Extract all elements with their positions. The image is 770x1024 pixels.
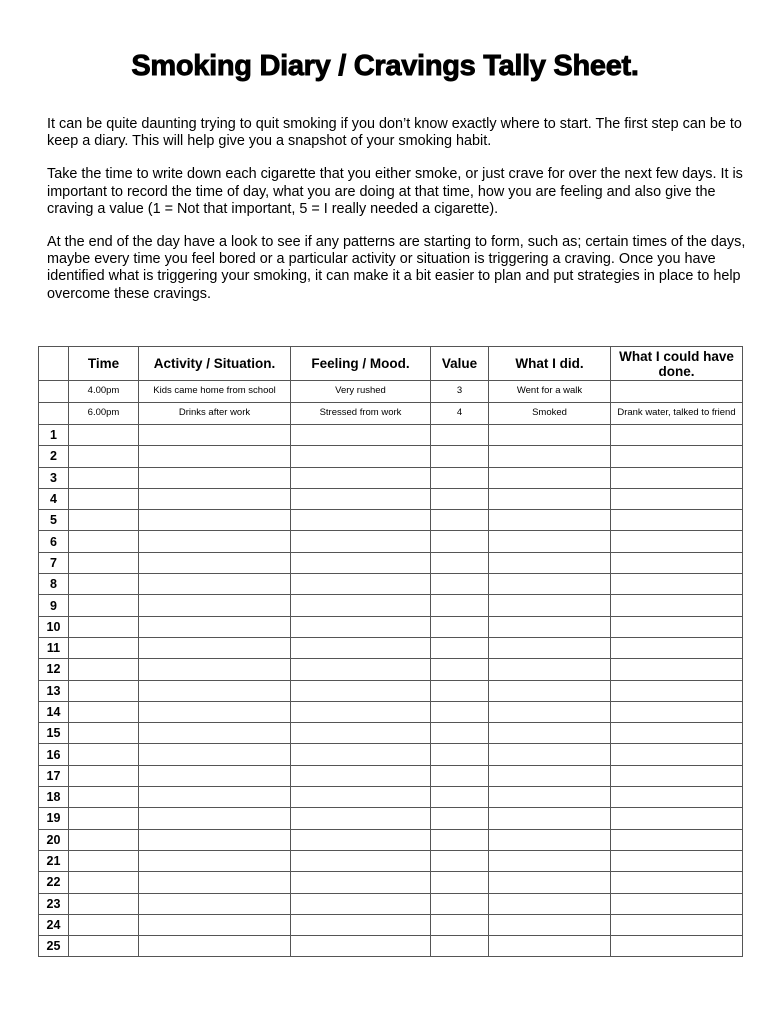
row-number: 7 — [39, 552, 69, 573]
did-cell[interactable] — [489, 552, 611, 573]
activity-cell[interactable] — [139, 680, 291, 701]
activity-cell[interactable] — [139, 595, 291, 616]
example-feeling: Stressed from work — [291, 403, 431, 425]
did-cell[interactable] — [489, 914, 611, 935]
example-could: Drank water, talked to friend — [611, 403, 743, 425]
did-cell[interactable] — [489, 595, 611, 616]
time-cell[interactable] — [69, 531, 139, 552]
time-cell[interactable] — [69, 425, 139, 446]
value-cell[interactable] — [431, 808, 489, 829]
could-cell[interactable] — [611, 574, 743, 595]
did-cell[interactable] — [489, 723, 611, 744]
value-cell[interactable] — [431, 446, 489, 467]
could-cell[interactable] — [611, 808, 743, 829]
time-cell[interactable] — [69, 701, 139, 722]
time-cell[interactable] — [69, 893, 139, 914]
row-number: 2 — [39, 446, 69, 467]
activity-cell[interactable] — [139, 787, 291, 808]
feeling-cell[interactable] — [291, 595, 431, 616]
did-cell[interactable] — [489, 701, 611, 722]
value-cell[interactable] — [431, 680, 489, 701]
activity-cell[interactable] — [139, 914, 291, 935]
activity-cell[interactable] — [139, 744, 291, 765]
could-cell[interactable] — [611, 787, 743, 808]
did-cell[interactable] — [489, 446, 611, 467]
could-cell[interactable] — [611, 765, 743, 786]
table-row — [39, 787, 743, 808]
intro-paragraph: It can be quite daunting trying to quit smoking if you don’t know exactly where to start. The first step can be to keep a diary. This will help give you a snapshot of your smoking habit. — [47, 116, 742, 150]
row-number: 20 — [39, 829, 69, 850]
example-row — [39, 403, 743, 425]
row-number: 1 — [39, 425, 69, 446]
row-number: 23 — [39, 893, 69, 914]
feeling-cell[interactable] — [291, 829, 431, 850]
table-row — [39, 850, 743, 871]
time-cell[interactable] — [69, 914, 139, 935]
row-number: 14 — [39, 701, 69, 722]
activity-cell[interactable] — [139, 488, 291, 509]
did-cell[interactable] — [489, 659, 611, 680]
value-cell[interactable] — [431, 574, 489, 595]
row-number: 5 — [39, 510, 69, 531]
value-cell[interactable] — [431, 893, 489, 914]
could-cell[interactable] — [611, 723, 743, 744]
time-cell[interactable] — [69, 659, 139, 680]
table-row — [39, 914, 743, 935]
time-cell[interactable] — [69, 723, 139, 744]
activity-cell[interactable] — [139, 936, 291, 957]
could-cell[interactable] — [611, 616, 743, 637]
could-cell[interactable] — [611, 531, 743, 552]
did-cell[interactable] — [489, 574, 611, 595]
could-cell[interactable] — [611, 659, 743, 680]
row-number: 22 — [39, 872, 69, 893]
value-cell[interactable] — [431, 510, 489, 531]
time-cell[interactable] — [69, 765, 139, 786]
time-cell[interactable] — [69, 488, 139, 509]
table-header-row — [39, 347, 743, 381]
did-cell[interactable] — [489, 616, 611, 637]
row-number: 3 — [39, 467, 69, 488]
example-time: 6.00pm — [69, 403, 139, 425]
example-number-cell — [39, 381, 69, 403]
did-cell[interactable] — [489, 787, 611, 808]
value-cell[interactable] — [431, 765, 489, 786]
activity-cell[interactable] — [139, 872, 291, 893]
feeling-cell[interactable] — [291, 425, 431, 446]
could-cell[interactable] — [611, 446, 743, 467]
table-row — [39, 680, 743, 701]
table-row — [39, 936, 743, 957]
feeling-cell[interactable] — [291, 914, 431, 935]
example-feeling: Very rushed — [291, 381, 431, 403]
table-row — [39, 829, 743, 850]
activity-cell[interactable] — [139, 808, 291, 829]
intro-paragraph: Take the time to write down each cigarette that you either smoke, or just crave for over the next few days. It is important to record the time of day, what you are doing at that time, how you are feeling and also give the craving a value (1 = Not that important, 5 = I really needed a cigarette). — [47, 166, 743, 217]
feeling-cell[interactable] — [291, 701, 431, 722]
value-cell[interactable] — [431, 829, 489, 850]
feeling-cell[interactable] — [291, 893, 431, 914]
could-cell[interactable] — [611, 552, 743, 573]
did-cell[interactable] — [489, 829, 611, 850]
feeling-cell[interactable] — [291, 936, 431, 957]
value-cell[interactable] — [431, 552, 489, 573]
value-cell[interactable] — [431, 531, 489, 552]
activity-cell[interactable] — [139, 574, 291, 595]
did-cell[interactable] — [489, 425, 611, 446]
time-cell[interactable] — [69, 936, 139, 957]
value-cell[interactable] — [431, 595, 489, 616]
feeling-cell[interactable] — [291, 850, 431, 871]
row-number: 8 — [39, 574, 69, 595]
feeling-cell[interactable] — [291, 765, 431, 786]
table-row — [39, 552, 743, 573]
did-cell[interactable] — [489, 744, 611, 765]
example-could — [611, 381, 743, 403]
could-cell[interactable] — [611, 425, 743, 446]
table-row — [39, 574, 743, 595]
value-cell[interactable] — [431, 787, 489, 808]
activity-cell[interactable] — [139, 467, 291, 488]
did-cell[interactable] — [489, 637, 611, 658]
intro-text — [47, 116, 747, 319]
example-value: 4 — [431, 403, 489, 425]
header-feeling: Feeling / Mood. — [291, 347, 431, 381]
feeling-cell[interactable] — [291, 637, 431, 658]
example-did: Went for a walk — [489, 381, 611, 403]
activity-cell[interactable] — [139, 446, 291, 467]
activity-cell[interactable] — [139, 829, 291, 850]
activity-cell[interactable] — [139, 659, 291, 680]
could-cell[interactable] — [611, 872, 743, 893]
row-number: 13 — [39, 680, 69, 701]
activity-cell[interactable] — [139, 425, 291, 446]
row-number: 9 — [39, 595, 69, 616]
table-row — [39, 595, 743, 616]
value-cell[interactable] — [431, 425, 489, 446]
table-row — [39, 467, 743, 488]
table-row — [39, 723, 743, 744]
did-cell[interactable] — [489, 488, 611, 509]
time-cell[interactable] — [69, 808, 139, 829]
table-row — [39, 808, 743, 829]
table-row — [39, 425, 743, 446]
did-cell[interactable] — [489, 531, 611, 552]
time-cell[interactable] — [69, 787, 139, 808]
feeling-cell[interactable] — [291, 510, 431, 531]
activity-cell[interactable] — [139, 531, 291, 552]
example-value: 3 — [431, 381, 489, 403]
feeling-cell[interactable] — [291, 872, 431, 893]
row-number: 18 — [39, 787, 69, 808]
time-cell[interactable] — [69, 850, 139, 871]
row-number: 16 — [39, 744, 69, 765]
row-number: 15 — [39, 723, 69, 744]
time-cell[interactable] — [69, 510, 139, 531]
row-number: 4 — [39, 488, 69, 509]
row-number: 6 — [39, 531, 69, 552]
activity-cell[interactable] — [139, 723, 291, 744]
activity-cell[interactable] — [139, 510, 291, 531]
activity-cell[interactable] — [139, 616, 291, 637]
did-cell[interactable] — [489, 936, 611, 957]
table-row — [39, 616, 743, 637]
row-number: 10 — [39, 616, 69, 637]
time-cell[interactable] — [69, 467, 139, 488]
could-cell[interactable] — [611, 850, 743, 871]
example-row — [39, 381, 743, 403]
activity-cell[interactable] — [139, 765, 291, 786]
row-number: 12 — [39, 659, 69, 680]
feeling-cell[interactable] — [291, 574, 431, 595]
value-cell[interactable] — [431, 936, 489, 957]
did-cell[interactable] — [489, 808, 611, 829]
intro-paragraph: At the end of the day have a look to see if any patterns are starting to form, such as; certain times of the days, maybe every time you feel bored or a particular activity or situation is triggering a craving. Once you have identified what is triggering your smoking, it can make it a bit easier to plan and put strategies in place to help overcome these cravings. — [47, 234, 746, 302]
table-row — [39, 872, 743, 893]
did-cell[interactable] — [489, 510, 611, 531]
time-cell[interactable] — [69, 446, 139, 467]
time-cell[interactable] — [69, 744, 139, 765]
activity-cell[interactable] — [139, 637, 291, 658]
could-cell[interactable] — [611, 744, 743, 765]
could-cell[interactable] — [611, 595, 743, 616]
did-cell[interactable] — [489, 680, 611, 701]
feeling-cell[interactable] — [291, 488, 431, 509]
time-cell[interactable] — [69, 637, 139, 658]
could-cell[interactable] — [611, 893, 743, 914]
feeling-cell[interactable] — [291, 744, 431, 765]
feeling-cell[interactable] — [291, 446, 431, 467]
example-activity: Kids came home from school — [139, 381, 291, 403]
time-cell[interactable] — [69, 680, 139, 701]
feeling-cell[interactable] — [291, 808, 431, 829]
example-activity: Drinks after work — [139, 403, 291, 425]
row-number: 17 — [39, 765, 69, 786]
feeling-cell[interactable] — [291, 659, 431, 680]
value-cell[interactable] — [431, 659, 489, 680]
could-cell[interactable] — [611, 488, 743, 509]
table-row — [39, 446, 743, 467]
row-number: 11 — [39, 637, 69, 658]
time-cell[interactable] — [69, 872, 139, 893]
did-cell[interactable] — [489, 850, 611, 871]
example-time: 4.00pm — [69, 381, 139, 403]
table-row — [39, 531, 743, 552]
time-cell[interactable] — [69, 574, 139, 595]
header-number — [39, 347, 69, 381]
feeling-cell[interactable] — [291, 467, 431, 488]
time-cell[interactable] — [69, 616, 139, 637]
value-cell[interactable] — [431, 701, 489, 722]
could-cell[interactable] — [611, 701, 743, 722]
feeling-cell[interactable] — [291, 531, 431, 552]
value-cell[interactable] — [431, 637, 489, 658]
value-cell[interactable] — [431, 467, 489, 488]
value-cell[interactable] — [431, 872, 489, 893]
time-cell[interactable] — [69, 552, 139, 573]
activity-cell[interactable] — [139, 893, 291, 914]
did-cell[interactable] — [489, 765, 611, 786]
could-cell[interactable] — [611, 467, 743, 488]
feeling-cell[interactable] — [291, 552, 431, 573]
could-cell[interactable] — [611, 680, 743, 701]
value-cell[interactable] — [431, 914, 489, 935]
table-row — [39, 893, 743, 914]
table-row — [39, 510, 743, 531]
time-cell[interactable] — [69, 595, 139, 616]
activity-cell[interactable] — [139, 850, 291, 871]
header-what-i-could-have-done: What I could have done. — [611, 347, 743, 381]
header-value: Value — [431, 347, 489, 381]
example-number-cell — [39, 403, 69, 425]
could-cell[interactable] — [611, 829, 743, 850]
table-row — [39, 637, 743, 658]
feeling-cell[interactable] — [291, 680, 431, 701]
header-time: Time — [69, 347, 139, 381]
example-did: Smoked — [489, 403, 611, 425]
feeling-cell[interactable] — [291, 723, 431, 744]
activity-cell[interactable] — [139, 552, 291, 573]
time-cell[interactable] — [69, 829, 139, 850]
value-cell[interactable] — [431, 723, 489, 744]
row-number: 19 — [39, 808, 69, 829]
value-cell[interactable] — [431, 488, 489, 509]
header-activity: Activity / Situation. — [139, 347, 291, 381]
row-number: 21 — [39, 850, 69, 871]
tally-table — [38, 346, 743, 957]
row-number: 24 — [39, 914, 69, 935]
did-cell[interactable] — [489, 467, 611, 488]
feeling-cell[interactable] — [291, 787, 431, 808]
could-cell[interactable] — [611, 510, 743, 531]
row-number: 25 — [39, 936, 69, 957]
feeling-cell[interactable] — [291, 616, 431, 637]
table-row — [39, 659, 743, 680]
value-cell[interactable] — [431, 850, 489, 871]
activity-cell[interactable] — [139, 701, 291, 722]
did-cell[interactable] — [489, 872, 611, 893]
value-cell[interactable] — [431, 744, 489, 765]
did-cell[interactable] — [489, 893, 611, 914]
value-cell[interactable] — [431, 616, 489, 637]
could-cell[interactable] — [611, 637, 743, 658]
table-row — [39, 744, 743, 765]
could-cell[interactable] — [611, 914, 743, 935]
table-row — [39, 765, 743, 786]
header-what-i-did: What I did. — [489, 347, 611, 381]
page-title: Smoking Diary / Cravings Tally Sheet. — [131, 50, 639, 82]
table-row — [39, 488, 743, 509]
table-row — [39, 701, 743, 722]
could-cell[interactable] — [611, 936, 743, 957]
